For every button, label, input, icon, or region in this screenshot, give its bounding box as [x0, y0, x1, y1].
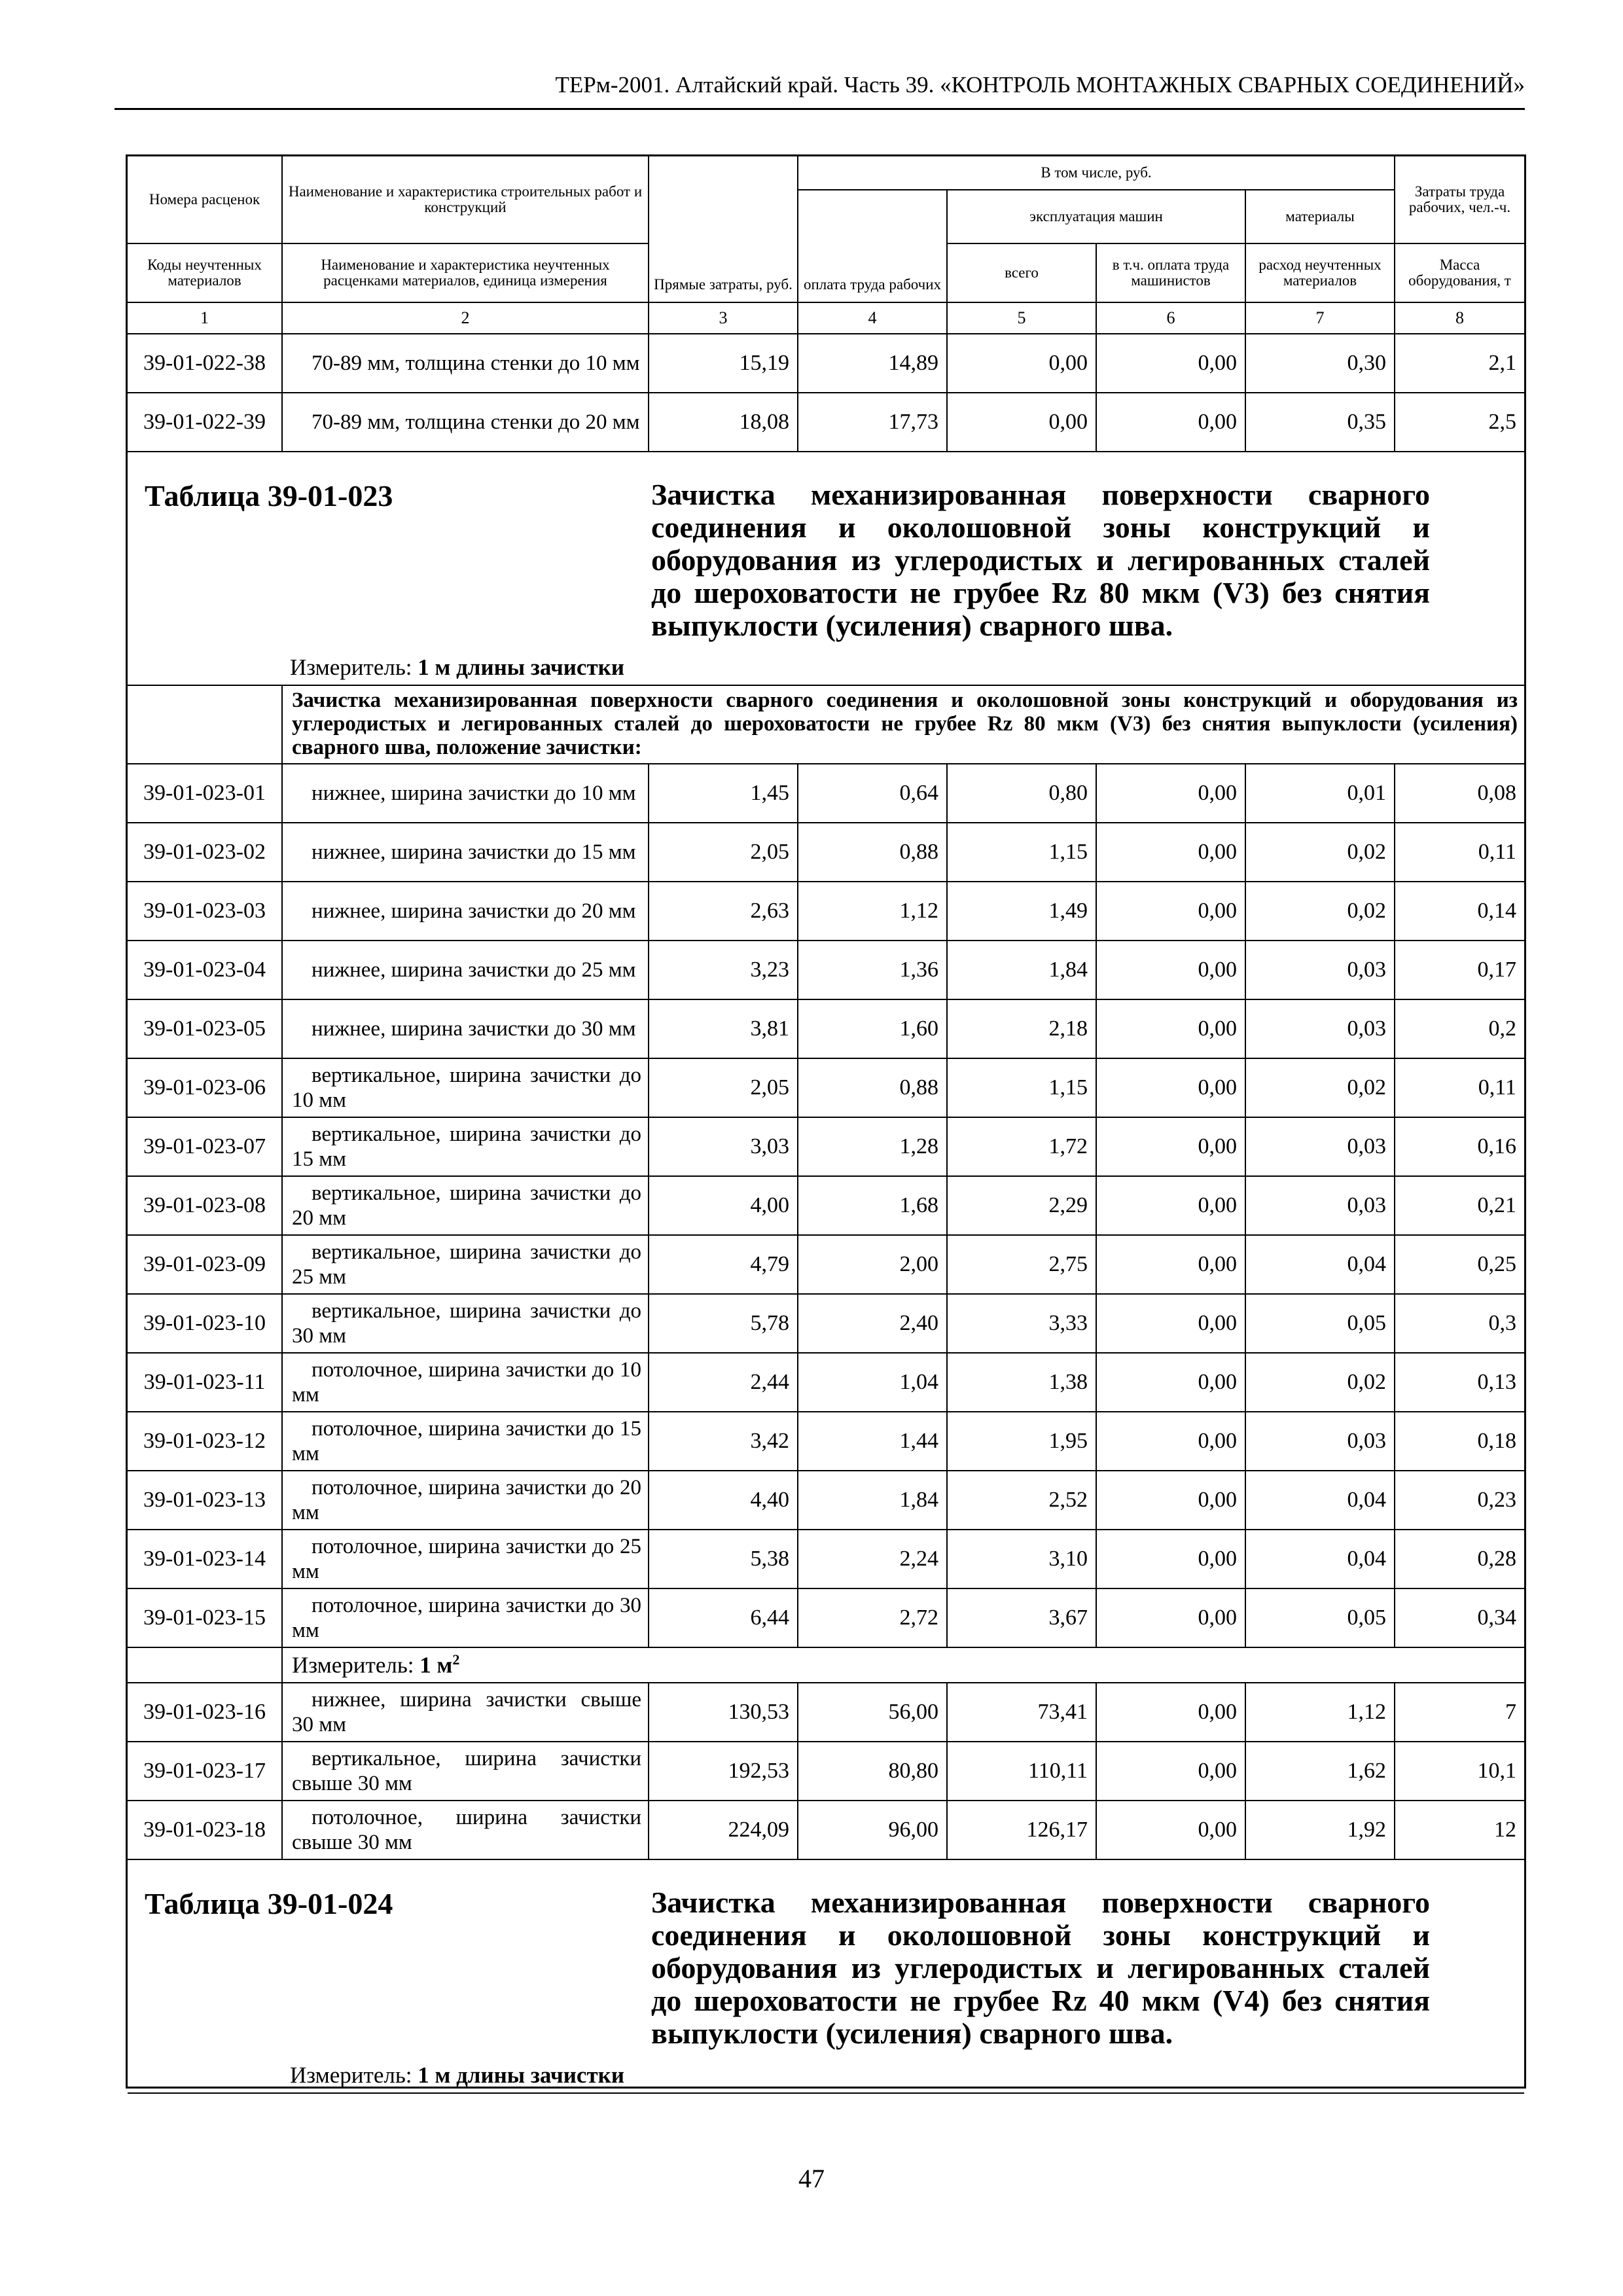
value-cell: 0,00 — [947, 393, 1096, 452]
value-cell: 1,36 — [798, 941, 947, 999]
work-name — [282, 882, 649, 941]
value-cell: 0,03 — [1245, 941, 1395, 999]
rate-code: 39-01-023-09 — [128, 1235, 282, 1294]
materials-header: материалы — [1245, 190, 1395, 243]
value-cell: 0,04 — [1245, 1530, 1395, 1588]
rate-code: 39-01-023-10 — [128, 1294, 282, 1353]
value-cell: 1,68 — [798, 1176, 947, 1235]
work-name-text: нижнее, ширина зачистки до 15 мм — [312, 840, 636, 864]
value-cell: 3,81 — [649, 999, 798, 1058]
page-header-text: ТЕРм-2001. Алтайский край. Часть 39. «КОНТРОЛЬ МОНТАЖНЫХ СВАРНЫХ СОЕДИНЕНИЙ» — [555, 72, 1525, 98]
value-cell: 4,79 — [649, 1235, 798, 1294]
value-cell: 0,02 — [1245, 823, 1395, 882]
work-name-text: вертикальное, ширина зачистки до 20 мм — [292, 1181, 641, 1230]
equip-mass-header: Масса оборудования, т — [1395, 243, 1524, 302]
table-title: Зачистка механизированная поверхности сварного соединения и околошовной зоны конструкций и оборудования из углеродистых и легированных сталей до шероховатости не грубее Rz 40 мкм (V4) без снятия выпуклости (усиления) сварного шва. — [651, 1886, 1430, 2050]
value-cell: 5,38 — [649, 1530, 798, 1588]
materials-unacc-header: расход неучтенных материалов — [1245, 243, 1395, 302]
value-cell: 3,67 — [947, 1588, 1096, 1647]
value-cell: 0,00 — [1096, 1353, 1245, 1412]
value-cell: 0,00 — [1096, 1530, 1245, 1588]
column-number: 7 — [1245, 302, 1395, 334]
table-row — [128, 882, 1524, 941]
value-cell: 3,10 — [947, 1530, 1096, 1588]
value-cell: 1,12 — [798, 882, 947, 941]
value-cell: 0,64 — [798, 764, 947, 823]
column-number: 4 — [798, 302, 947, 334]
table-row — [128, 941, 1524, 999]
value-cell: 0,00 — [1096, 334, 1245, 393]
value-cell: 0,04 — [1245, 1471, 1395, 1530]
work-name-text: потолочное, ширина зачистки свыше 30 мм — [292, 1806, 641, 1854]
measure-value: 1 м длины зачистки — [418, 655, 624, 680]
table-row — [128, 1530, 1524, 1588]
value-cell: 2,24 — [798, 1530, 947, 1588]
work-name-text: потолочное, ширина зачистки до 30 мм — [292, 1594, 641, 1642]
value-cell: 0,00 — [1096, 1058, 1245, 1117]
work-name — [282, 1801, 649, 1859]
value-cell: 1,84 — [798, 1471, 947, 1530]
value-cell: 5,78 — [649, 1294, 798, 1353]
value-cell: 18,08 — [649, 393, 798, 452]
rate-code: 39-01-023-16 — [128, 1683, 282, 1742]
work-name-text: потолочное, ширина зачистки до 25 мм — [292, 1535, 641, 1583]
value-cell: 0,00 — [1096, 941, 1245, 999]
table-title-block — [128, 1860, 1524, 2092]
work-name — [282, 764, 649, 823]
work-name-text: вертикальное, ширина зачистки до 15 мм — [292, 1122, 641, 1171]
work-name-text: нижнее, ширина зачистки до 25 мм — [312, 958, 636, 982]
work-name — [282, 1683, 649, 1742]
machines-header: эксплуатация машин — [947, 190, 1245, 243]
machines-total-header: всего — [947, 243, 1096, 302]
value-cell: 0,30 — [1245, 334, 1395, 393]
value-cell: 0,34 — [1395, 1588, 1524, 1647]
work-name-text: вертикальное, ширина зачистки свыше 30 мм — [292, 1747, 641, 1795]
value-cell: 4,40 — [649, 1471, 798, 1530]
work-name — [282, 823, 649, 882]
value-cell: 0,02 — [1245, 1058, 1395, 1117]
section-intro: Зачистка механизированная поверхности сварного соединения и околошовной зоны конструкций и оборудования из углеродистых и легированных сталей до шероховатости не грубее Rz 80 мкм (V3) без снятия выпуклости (усиления) сварного шва, положение зачистки: — [282, 685, 1524, 764]
value-cell: 0,05 — [1245, 1588, 1395, 1647]
value-cell: 1,62 — [1245, 1742, 1395, 1801]
value-cell: 0,03 — [1245, 1412, 1395, 1471]
value-cell: 1,15 — [947, 1058, 1096, 1117]
labor-header: оплата труда рабочих — [798, 190, 947, 302]
measure-unit — [282, 1647, 1524, 1683]
rate-code: 39-01-023-02 — [128, 823, 282, 882]
measure-unit — [290, 655, 624, 681]
value-cell: 1,84 — [947, 941, 1096, 999]
work-name — [282, 1235, 649, 1294]
value-cell: 0,01 — [1245, 764, 1395, 823]
value-cell: 0,11 — [1395, 1058, 1524, 1117]
rate-code: 39-01-023-12 — [128, 1412, 282, 1471]
column-number: 1 — [128, 302, 282, 334]
work-name-text: потолочное, ширина зачистки до 10 мм — [292, 1358, 641, 1407]
rates-table-frame — [126, 154, 1526, 2089]
rate-code: 39-01-023-17 — [128, 1742, 282, 1801]
table-row — [128, 1058, 1524, 1117]
value-cell: 0,23 — [1395, 1471, 1524, 1530]
work-name-text: вертикальное, ширина зачистки до 25 мм — [292, 1240, 641, 1289]
value-cell: 1,12 — [1245, 1683, 1395, 1742]
measure-row — [128, 1647, 1524, 1683]
value-cell: 1,92 — [1245, 1801, 1395, 1859]
table-number: Таблица 39-01-023 — [145, 479, 393, 512]
work-name — [282, 941, 649, 999]
page-header — [115, 65, 1525, 110]
value-cell: 110,11 — [947, 1742, 1096, 1801]
value-cell: 0,03 — [1245, 1176, 1395, 1235]
value-cell: 2,29 — [947, 1176, 1096, 1235]
column-number: 3 — [649, 302, 798, 334]
machines-labor-header: в т.ч. оплата труда машинистов — [1096, 243, 1245, 302]
table-row — [128, 393, 1524, 452]
value-cell: 0,00 — [1096, 1235, 1245, 1294]
rate-code: 39-01-023-15 — [128, 1588, 282, 1647]
value-cell: 0,88 — [798, 823, 947, 882]
measure-label: Измеритель: — [290, 2062, 412, 2088]
value-cell: 2,00 — [798, 1235, 947, 1294]
table-row — [128, 999, 1524, 1058]
value-cell: 126,17 — [947, 1801, 1096, 1859]
header-row-1 — [128, 156, 1524, 190]
rate-code: 39-01-023-01 — [128, 764, 282, 823]
measure-value: 1 м длины зачистки — [418, 2062, 624, 2088]
rate-code: 39-01-023-08 — [128, 1176, 282, 1235]
measure-value: 1 м — [419, 1652, 453, 1678]
rate-code: 39-01-022-39 — [128, 393, 282, 452]
work-name-text: нижнее, ширина зачистки до 30 мм — [312, 1017, 636, 1041]
labor-cost-header: Затраты труда рабочих, чел.-ч. — [1395, 156, 1524, 243]
col2-top-header: Наименование и характеристика строительных работ и конструкций — [282, 156, 649, 243]
column-numbers-row — [128, 302, 1524, 334]
value-cell: 0,08 — [1395, 764, 1524, 823]
value-cell: 1,38 — [947, 1353, 1096, 1412]
rate-code: 39-01-023-07 — [128, 1117, 282, 1176]
work-name-text: потолочное, ширина зачистки до 15 мм — [292, 1417, 641, 1465]
table-title-block — [128, 452, 1524, 685]
value-cell: 2,18 — [947, 999, 1096, 1058]
work-name — [282, 393, 649, 452]
work-name — [282, 1530, 649, 1588]
value-cell: 1,04 — [798, 1353, 947, 1412]
value-cell: 2,75 — [947, 1235, 1096, 1294]
table-row — [128, 1683, 1524, 1742]
value-cell: 2,63 — [649, 882, 798, 941]
intro-row — [128, 685, 1524, 764]
table-row — [128, 334, 1524, 393]
value-cell: 2,44 — [649, 1353, 798, 1412]
value-cell: 1,45 — [649, 764, 798, 823]
work-name — [282, 1588, 649, 1647]
value-cell: 0,00 — [1096, 1117, 1245, 1176]
value-cell: 192,53 — [649, 1742, 798, 1801]
value-cell: 1,28 — [798, 1117, 947, 1176]
col3-header: Прямые затраты, руб. — [649, 156, 798, 302]
table-row — [128, 1412, 1524, 1471]
work-name-text: нижнее, ширина зачистки до 20 мм — [312, 899, 636, 923]
value-cell: 0,00 — [947, 334, 1096, 393]
col1-bottom-header: Коды неучтенных материалов — [128, 243, 282, 302]
work-name-text: вертикальное, ширина зачистки до 30 мм — [292, 1299, 641, 1348]
value-cell: 0,80 — [947, 764, 1096, 823]
table-row — [128, 1294, 1524, 1353]
work-name — [282, 1471, 649, 1530]
table-row — [128, 1353, 1524, 1412]
work-name-text: 70-89 мм, толщина стенки до 10 мм — [312, 351, 640, 375]
col1-top-header: Номера расценок — [128, 156, 282, 243]
work-name-text: нижнее, ширина зачистки свыше 30 мм — [292, 1688, 641, 1736]
value-cell: 3,42 — [649, 1412, 798, 1471]
rates-table — [128, 156, 1524, 2094]
value-cell: 10,1 — [1395, 1742, 1524, 1801]
value-cell: 0,00 — [1096, 1588, 1245, 1647]
rate-code: 39-01-023-03 — [128, 882, 282, 941]
value-cell: 56,00 — [798, 1683, 947, 1742]
value-cell: 14,89 — [798, 334, 947, 393]
col2-bottom-header: Наименование и характеристика неучтенных расценками материалов, единица измерения — [282, 243, 649, 302]
measure-unit — [290, 2062, 624, 2089]
value-cell: 3,33 — [947, 1294, 1096, 1353]
value-cell: 0,00 — [1096, 1742, 1245, 1801]
value-cell: 0,3 — [1395, 1294, 1524, 1353]
value-cell: 6,44 — [649, 1588, 798, 1647]
value-cell: 0,00 — [1096, 999, 1245, 1058]
value-cell: 12 — [1395, 1801, 1524, 1859]
work-name — [282, 999, 649, 1058]
value-cell: 0,02 — [1245, 882, 1395, 941]
table-number: Таблица 39-01-024 — [145, 1887, 393, 1920]
value-cell: 1,44 — [798, 1412, 947, 1471]
rate-code: 39-01-023-04 — [128, 941, 282, 999]
value-cell: 0,00 — [1096, 1294, 1245, 1353]
measure-label: Измеритель: — [290, 655, 412, 680]
rate-code: 39-01-023-14 — [128, 1530, 282, 1588]
value-cell: 1,49 — [947, 882, 1096, 941]
value-cell: 0,00 — [1096, 1412, 1245, 1471]
value-cell: 2,05 — [649, 1058, 798, 1117]
table-023-title-row — [128, 452, 1524, 685]
value-cell: 224,09 — [649, 1801, 798, 1859]
value-cell: 0,21 — [1395, 1176, 1524, 1235]
work-name-text: 70-89 мм, толщина стенки до 20 мм — [312, 410, 640, 434]
table-row — [128, 1471, 1524, 1530]
value-cell: 73,41 — [947, 1683, 1096, 1742]
value-cell: 1,72 — [947, 1117, 1096, 1176]
value-cell: 0,14 — [1395, 882, 1524, 941]
table-row — [128, 1235, 1524, 1294]
work-name-text: потолочное, ширина зачистки до 20 мм — [292, 1476, 641, 1524]
value-cell: 96,00 — [798, 1801, 947, 1859]
work-name — [282, 1117, 649, 1176]
value-cell: 15,19 — [649, 334, 798, 393]
value-cell: 4,00 — [649, 1176, 798, 1235]
value-cell: 0,00 — [1096, 393, 1245, 452]
measure-exponent: 2 — [452, 1651, 460, 1668]
incl-header: В том числе, руб. — [798, 156, 1395, 190]
value-cell: 0,03 — [1245, 999, 1395, 1058]
table-row — [128, 1117, 1524, 1176]
value-cell: 0,03 — [1245, 1117, 1395, 1176]
value-cell: 0,16 — [1395, 1117, 1524, 1176]
value-cell: 0,18 — [1395, 1412, 1524, 1471]
value-cell: 0,04 — [1245, 1235, 1395, 1294]
table-024-title-row — [128, 1859, 1524, 2093]
column-number: 2 — [282, 302, 649, 334]
table-row — [128, 764, 1524, 823]
value-cell: 0,02 — [1245, 1353, 1395, 1412]
table-row — [128, 1742, 1524, 1801]
column-number: 5 — [947, 302, 1096, 334]
measure-label: Измеритель: — [292, 1652, 414, 1678]
value-cell: 2,05 — [649, 823, 798, 882]
value-cell: 0,35 — [1245, 393, 1395, 452]
rate-code: 39-01-023-06 — [128, 1058, 282, 1117]
value-cell: 0,00 — [1096, 1683, 1245, 1742]
table-row — [128, 1588, 1524, 1647]
work-name — [282, 1176, 649, 1235]
value-cell: 0,11 — [1395, 823, 1524, 882]
column-number: 6 — [1096, 302, 1245, 334]
value-cell: 1,95 — [947, 1412, 1096, 1471]
value-cell: 1,15 — [947, 823, 1096, 882]
value-cell: 7 — [1395, 1683, 1524, 1742]
value-cell: 0,00 — [1096, 1801, 1245, 1859]
work-name — [282, 1742, 649, 1801]
rate-code: 39-01-023-05 — [128, 999, 282, 1058]
value-cell: 17,73 — [798, 393, 947, 452]
value-cell: 0,00 — [1096, 1176, 1245, 1235]
value-cell: 2,5 — [1395, 393, 1524, 452]
value-cell: 3,23 — [649, 941, 798, 999]
value-cell: 2,72 — [798, 1588, 947, 1647]
table-title: Зачистка механизированная поверхности сварного соединения и околошовной зоны конструкций и оборудования из углеродистых и легированных сталей до шероховатости не грубее Rz 80 мкм (V3) без снятия выпуклости (усиления) сварного шва. — [651, 478, 1430, 642]
value-cell: 0,2 — [1395, 999, 1524, 1058]
table-row — [128, 823, 1524, 882]
value-cell: 3,03 — [649, 1117, 798, 1176]
work-name — [282, 334, 649, 393]
value-cell: 0,00 — [1096, 882, 1245, 941]
work-name — [282, 1058, 649, 1117]
table-row — [128, 1176, 1524, 1235]
value-cell: 0,17 — [1395, 941, 1524, 999]
value-cell: 0,28 — [1395, 1530, 1524, 1588]
value-cell: 2,1 — [1395, 334, 1524, 393]
table-row — [128, 1801, 1524, 1859]
value-cell: 0,00 — [1096, 823, 1245, 882]
column-number: 8 — [1395, 302, 1524, 334]
value-cell: 0,00 — [1096, 1471, 1245, 1530]
value-cell: 80,80 — [798, 1742, 947, 1801]
work-name — [282, 1294, 649, 1353]
value-cell: 2,40 — [798, 1294, 947, 1353]
rate-code: 39-01-023-11 — [128, 1353, 282, 1412]
value-cell: 2,52 — [947, 1471, 1096, 1530]
rate-code: 39-01-022-38 — [128, 334, 282, 393]
work-name-text: вертикальное, ширина зачистки до 10 мм — [292, 1064, 641, 1112]
work-name — [282, 1412, 649, 1471]
value-cell: 1,60 — [798, 999, 947, 1058]
page-number: 47 — [798, 2164, 825, 2193]
work-name-text: нижнее, ширина зачистки до 10 мм — [312, 781, 636, 805]
value-cell: 130,53 — [649, 1683, 798, 1742]
work-name — [282, 1353, 649, 1412]
value-cell: 0,05 — [1245, 1294, 1395, 1353]
value-cell: 0,88 — [798, 1058, 947, 1117]
rate-code: 39-01-023-13 — [128, 1471, 282, 1530]
rate-code: 39-01-023-18 — [128, 1801, 282, 1859]
value-cell: 0,25 — [1395, 1235, 1524, 1294]
value-cell: 0,13 — [1395, 1353, 1524, 1412]
value-cell: 0,00 — [1096, 764, 1245, 823]
